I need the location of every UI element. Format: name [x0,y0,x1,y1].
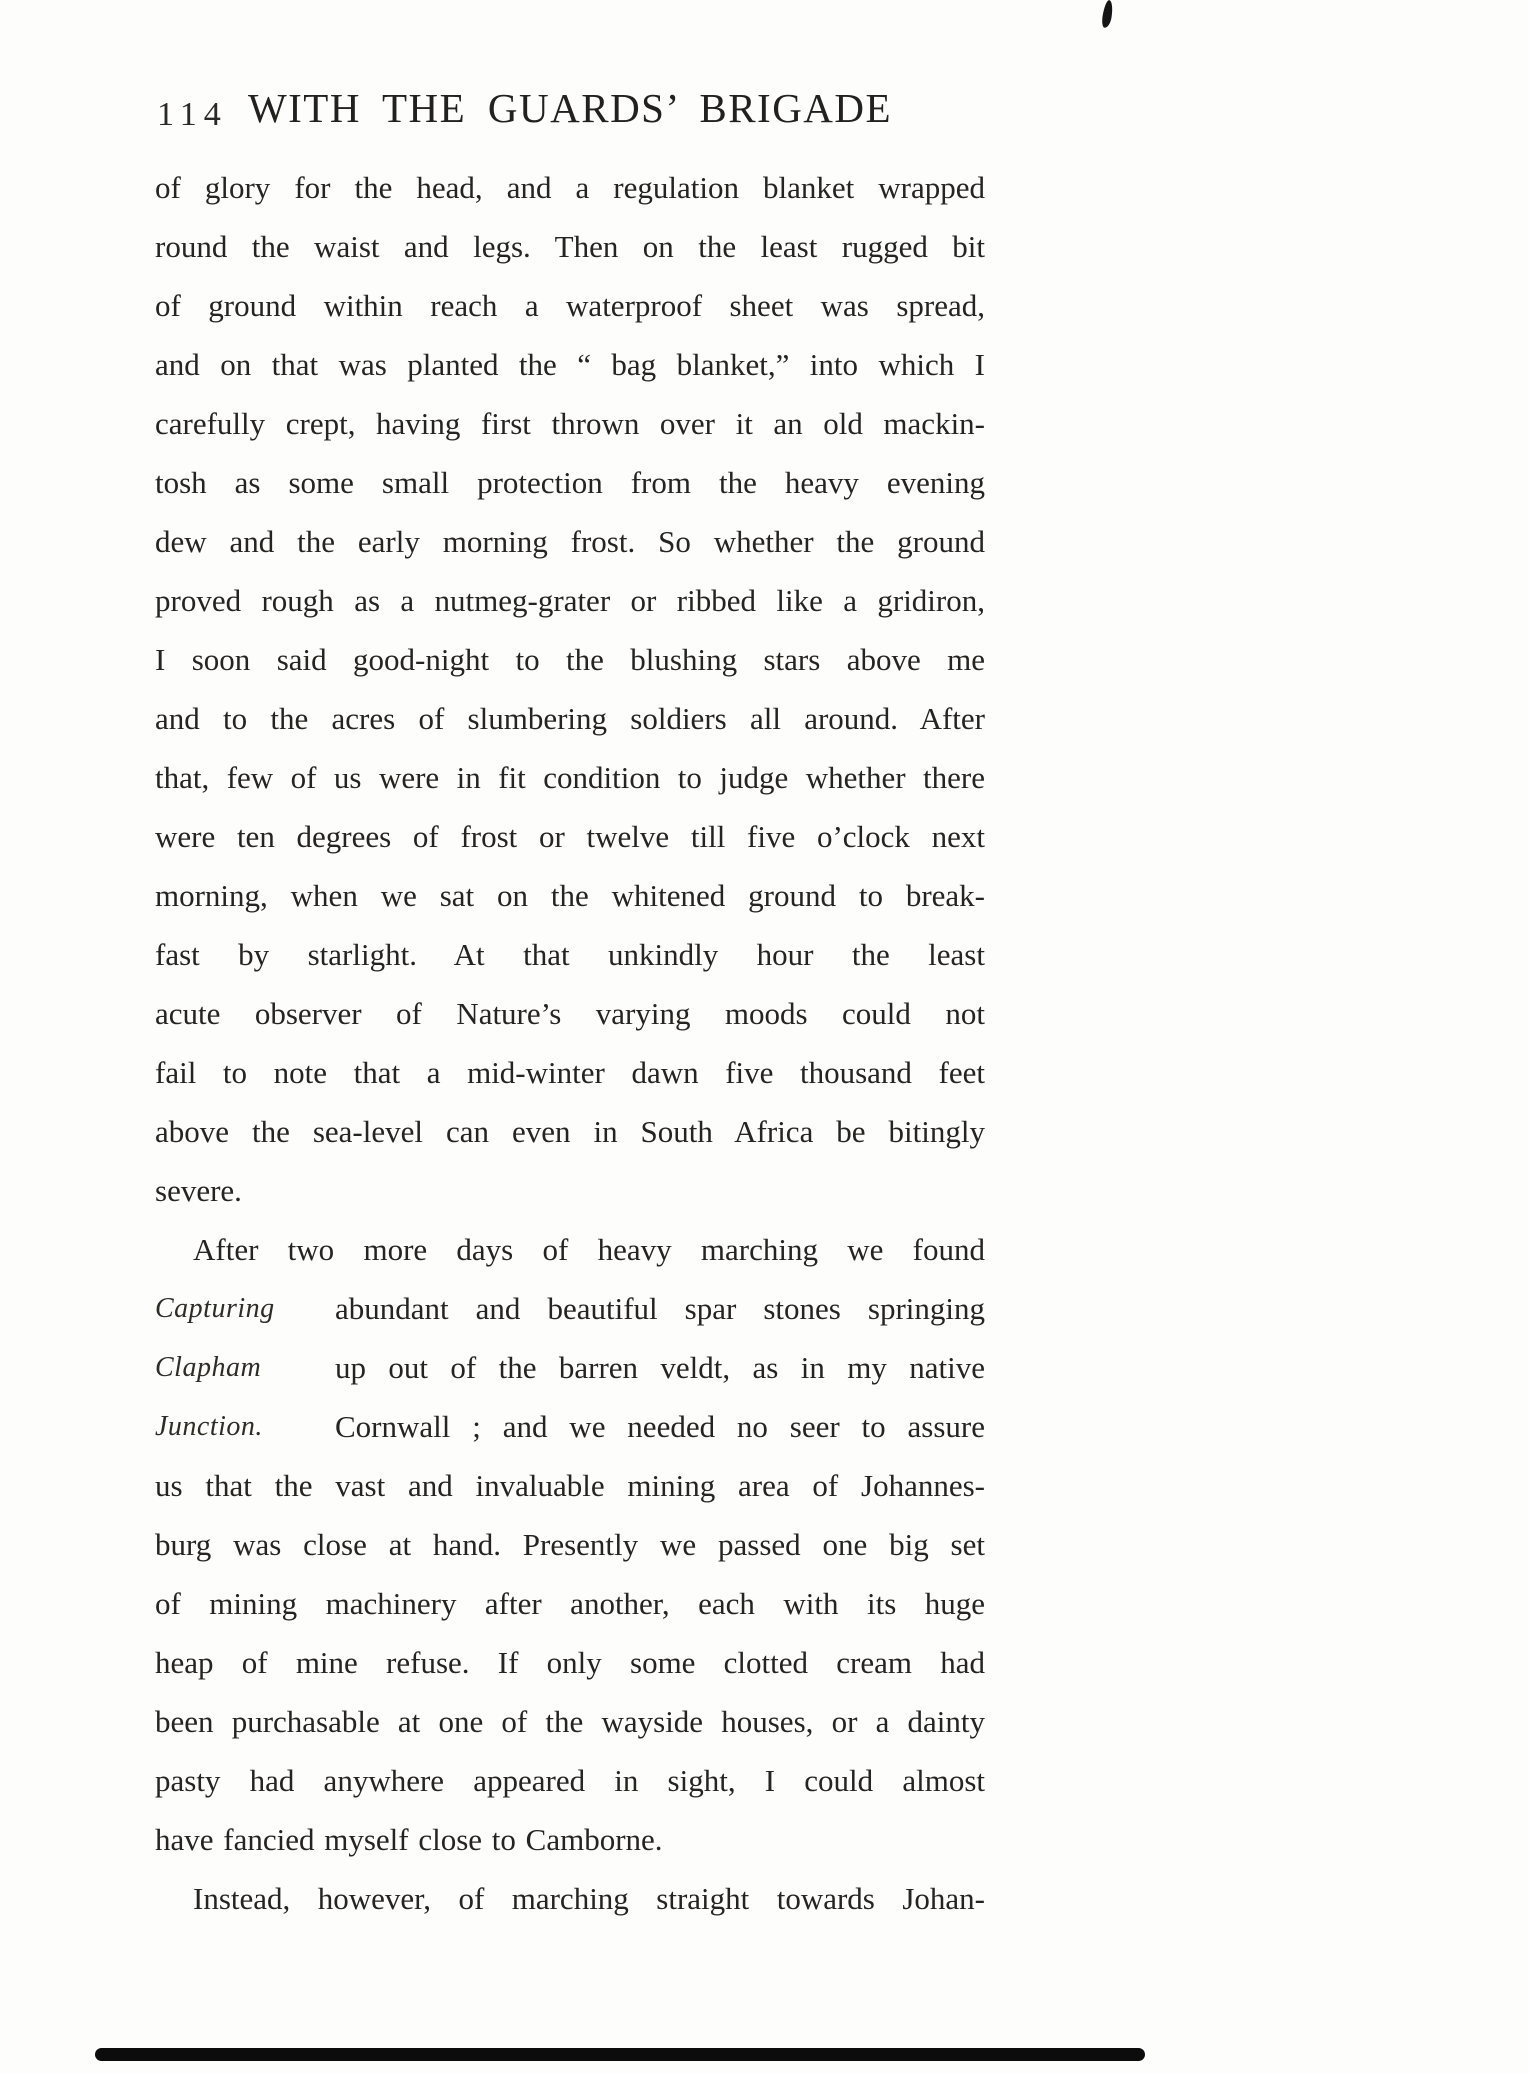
text-line: fast by starlight. At that unkindly hour the least [155,937,985,972]
text-line: acute observer of Nature’s varying moods could not [155,996,985,1031]
text-line: I soon said good-night to the blushing stars above me [155,642,985,677]
text-line: heap of mine refuse. If only some clotted cream had [155,1645,985,1680]
text-line: of ground within reach a waterproof sheet was spread, [155,288,985,323]
text-line: burg was close at hand. Presently we passed one big set [155,1527,985,1562]
paragraph-1 [155,158,985,1220]
margin-note-line: Junction. [155,1411,263,1442]
text-line: proved rough as a nutmeg-grater or ribbed like a gridiron, [155,583,985,618]
text-line: us that the vast and invaluable mining area of Johannes- [155,1468,985,1503]
margin-note-line: Clapham [155,1352,262,1383]
text-line: pasty had anywhere appeared in sight, I could almost [155,1763,985,1798]
text-line: up out of the barren veldt, as in my native [335,1350,985,1385]
text-line: morning, when we sat on the whitened ground to break- [155,878,985,913]
text-line: been purchasable at one of the wayside houses, or a dainty [155,1704,985,1739]
text-line: Instead, however, of marching straight towards Johan- [193,1881,985,1916]
sidenote-section [155,1279,985,1456]
margin-note [155,1279,333,1456]
paragraph-2 [155,1220,985,1869]
text-line: After two more days of heavy marching we found [193,1232,985,1267]
text-line: tosh as some small protection from the heavy evening [155,465,985,500]
ink-mark [1101,0,1114,29]
text-line: carefully crept, having first thrown over it an old mackin- [155,406,985,441]
page-number: 114 [157,96,228,133]
text-line: of glory for the head, and a regulation blanket wrapped [155,170,985,205]
text-line: have fancied myself close to Camborne. [155,1822,663,1857]
text-line: and on that was planted the “ bag blanket,” into which I [155,347,985,382]
paragraph-3 [155,1869,985,1928]
text-line: that, few of us were in fit condition to judge whether there [155,760,985,795]
margin-note-line: Capturing [155,1293,275,1324]
paragraph-2-rest [155,1456,985,1869]
running-title: WITH THE GUARDS’ BRIGADE [247,85,893,131]
text-line: round the waist and legs. Then on the least rugged bit [155,229,985,264]
text-line: dew and the early morning frost. So whether the ground [155,524,985,559]
text-line: and to the acres of slumbering soldiers all around. After [155,701,985,736]
text-line: severe. [155,1173,242,1208]
text-line: of mining machinery after another, each with its huge [155,1586,985,1621]
text-line: above the sea-level can even in South Africa be bitingly [155,1114,985,1149]
text-line: Cornwall ; and we needed no seer to assure [335,1409,985,1444]
text-line: were ten degrees of frost or twelve till five o’clock next [155,819,985,854]
text-block [155,158,985,1928]
noted-lines [335,1279,985,1456]
text-line: abundant and beautiful spar stones springing [335,1291,985,1326]
scan-edge-artifact [95,2048,1145,2061]
text-line: fail to note that a mid-winter dawn five thousand feet [155,1055,985,1090]
page-header [155,84,985,136]
